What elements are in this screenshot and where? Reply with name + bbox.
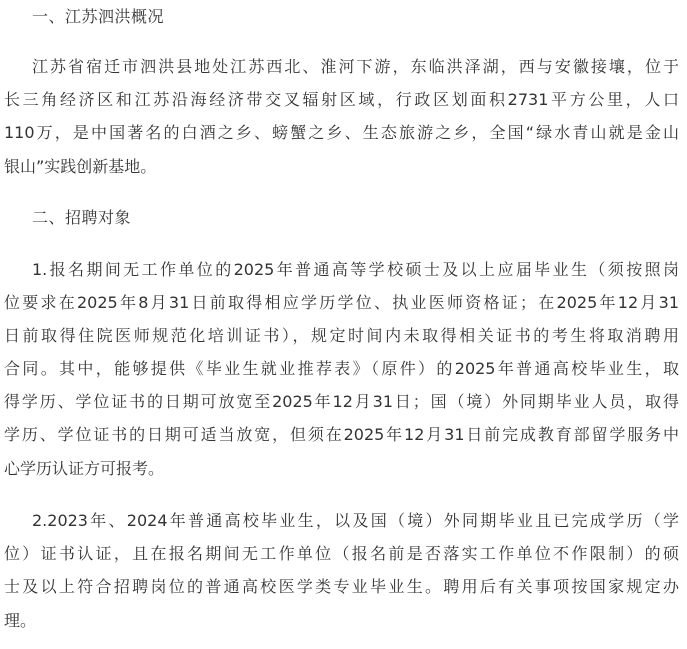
section-heading-overview: 一、江苏泗洪概况 [32, 7, 165, 26]
text-line: 理。 [4, 611, 37, 630]
text-line: 位要求在2025年8月31日前取得相应学历学位、执业医师资格证；在2025年12月31 [4, 293, 679, 312]
text-line: 位）证书认证，且在报名期间无工作单位（报名前是否落实工作单位不作限制）的硕 [4, 544, 679, 563]
text-line: 士及以上符合招聘岗位的普通高校医学类专业毕业生。聘用后有关事项按国家规定办 [4, 577, 679, 596]
text-line: 2.2023年、2024年普通高校毕业生，以及国（境）外同期毕业且已完成学历（学 [32, 511, 679, 530]
text-line: 1.报名期间无工作单位的2025年普通高等学校硕士及以上应届毕业生（须按照岗 [32, 260, 679, 279]
text-line: 学历、学位证书的日期可适当放宽，但须在2025年12月31日前完成教育部留学服务中 [4, 425, 679, 444]
text-line: 银山”实践创新基地。 [4, 157, 157, 176]
text-line: 长三角经济区和江苏沿海经济带交叉辐射区域，行政区划面积2731平方公里，人口 [4, 90, 679, 109]
text-line: 合同。其中，能够提供《毕业生就业推荐表》（原件）的2025年普通高校毕业生，取 [4, 359, 679, 378]
text-line: 江苏省宿迁市泗洪县地处江苏西北、淮河下游，东临洪泽湖，西与安徽接壤，位于 [32, 57, 679, 76]
text-line: 得学历、学位证书的日期可放宽至2025年12月31日；国（境）外同期毕业人员，取得 [4, 392, 679, 411]
text-line: 日前取得住院医师规范化培训证书），规定时间内未取得相关证书的考生将取消聘用 [4, 326, 679, 345]
text-line: 110万，是中国著名的白酒之乡、螃蟹之乡、生态旅游之乡，全国“绿水青山就是金山 [4, 123, 679, 142]
text-line: 心学历认证方可报考。 [4, 459, 165, 478]
section-heading-recruitment-target: 二、招聘对象 [32, 208, 132, 227]
